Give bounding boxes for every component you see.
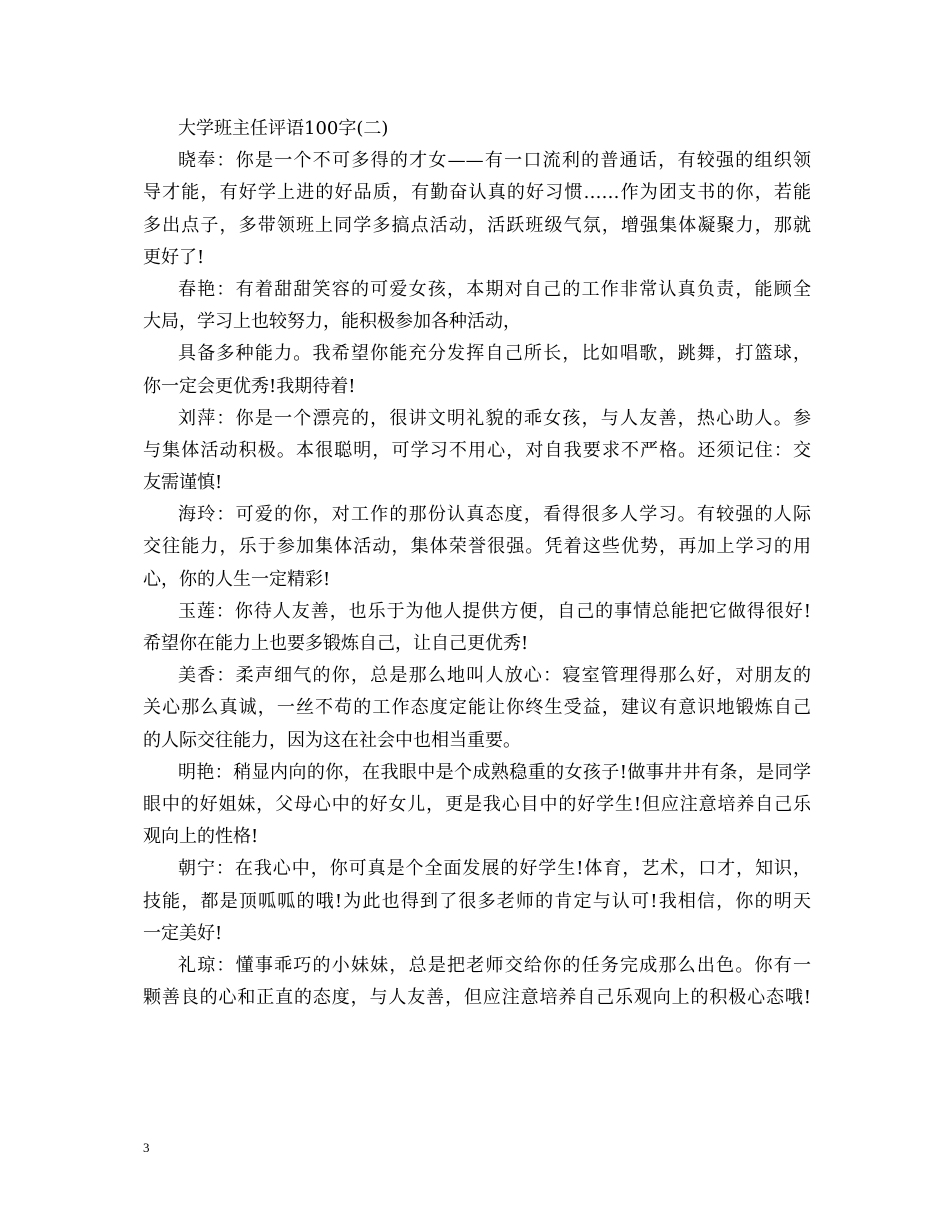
text-line: 春艳：有着甜甜笑容的可爱女孩，本期对自己的工作非常认真负责，能顾全 [178, 278, 811, 300]
text-line: 朝宁：在我心中，你可真是个全面发展的好学生!体育，艺术，口才，知识， [178, 858, 811, 880]
text-line: 技能，都是顶呱呱的哦!为此也得到了很多老师的肯定与认可!我相信，你的明天 [143, 890, 811, 912]
text-line: 导才能，有好学上进的好品质，有勤奋认真的好习惯……作为团支书的你，若能 [143, 182, 811, 204]
text-line: 多出点子，多带领班上同学多搞点活动，活跃班级气氛，增强集体凝聚力，那就 [143, 214, 811, 236]
document-heading: 大学班主任评语100字(二) [178, 118, 389, 139]
text-line: 美香：柔声细气的你，总是那么地叫人放心：寝室管理得那么好，对朋友的 [178, 665, 811, 687]
comment-paragraphs [143, 145, 811, 1014]
text-line: 的人际交往能力，因为这在社会中也相当重要。 [143, 729, 521, 751]
text-line: 希望你在能力上也要多锻炼自己，让自己更优秀! [143, 633, 529, 654]
text-line: 更好了! [143, 246, 205, 268]
text-line: 明艳：稍显内向的你，在我眼中是个成熟稳重的女孩子!做事井井有条，是同学 [178, 761, 811, 783]
text-line: 一定美好! [143, 922, 223, 944]
text-line: 晓奉：你是一个不可多得的才女——有一口流利的普通话，有较强的组织领 [178, 150, 811, 172]
text-line: 与集体活动积极。本很聪明，可学习不用心，对自我要求不严格。还须记住：交 [143, 439, 811, 461]
text-line: 颗善良的心和正直的态度，与人友善，但应注意培养自己乐观向上的积极心态哦! [143, 987, 811, 1009]
text-line: 刘萍：你是一个漂亮的，很讲文明礼貌的乖女孩，与人友善，热心助人。参 [178, 407, 811, 429]
text-line: 大局，学习上也较努力，能积极参加各种活动， [143, 311, 521, 333]
text-line: 海玲：可爱的你，对工作的那份认真态度，看得很多人学习。有较强的人际 [178, 504, 811, 526]
document-body [143, 113, 811, 1014]
text-line: 眼中的好姐妹，父母心中的好女儿，更是我心目中的好学生!但应注意培养自己乐 [143, 793, 811, 815]
text-line: 交往能力，乐于参加集体活动，集体荣誉很强。凭着这些优势，再加上学习的用 [143, 536, 811, 558]
text-line: 心，你的人生一定精彩! [143, 568, 331, 590]
text-line: 关心那么真诚，一丝不苟的工作态度定能让你终生受益，建议有意识地锻炼自己 [143, 697, 811, 719]
text-line: 具备多种能力。我希望你能充分发挥自己所长，比如唱歌，跳舞，打篮球， [178, 343, 811, 365]
text-line: 礼琼：懂事乖巧的小妹妹，总是把老师交给你的任务完成那么出色。你有一 [178, 954, 811, 976]
text-line: 友需谨慎! [143, 472, 223, 494]
page-number: 3 [143, 1140, 150, 1155]
text-line: 玉莲：你待人友善，也乐于为他人提供方便，自己的事情总能把它做得很好! [178, 600, 811, 622]
text-line: 你一定会更优秀!我期待着! [143, 375, 356, 397]
text-line: 观向上的性格! [143, 826, 259, 848]
